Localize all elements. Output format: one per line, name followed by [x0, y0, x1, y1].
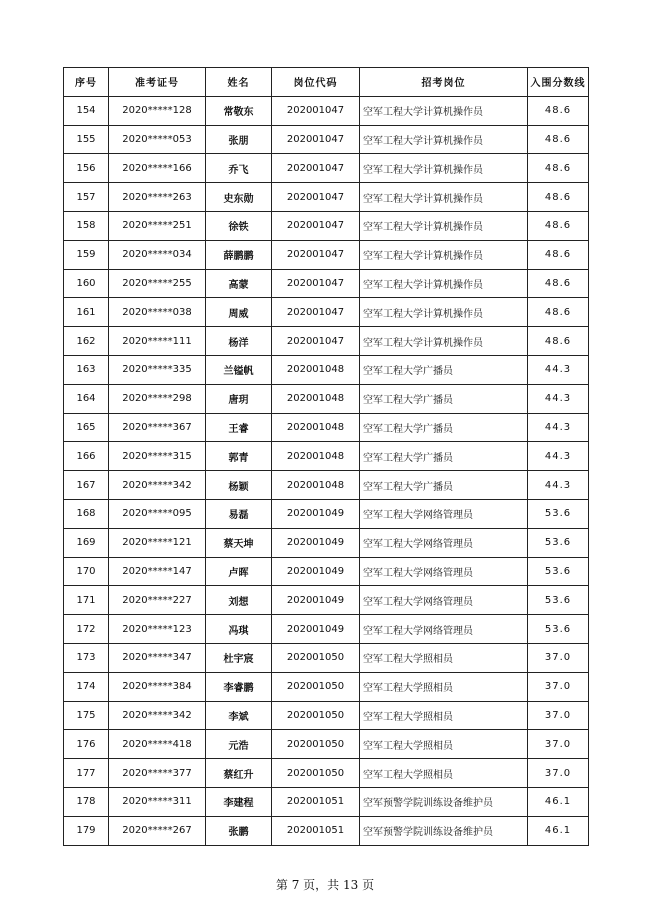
cell-post: 空军工程大学照相员 — [360, 730, 528, 759]
cell-post-code: 202001051 — [272, 787, 360, 816]
cell-exam-id: 2020*****418 — [109, 730, 206, 759]
cell-post-code: 202001047 — [272, 269, 360, 298]
cell-name: 王睿 — [206, 413, 272, 442]
cell-name: 李建程 — [206, 787, 272, 816]
cell-post-code: 202001047 — [272, 183, 360, 212]
cell-serial: 166 — [64, 442, 109, 471]
table-row — [64, 586, 589, 615]
table-row — [64, 240, 589, 269]
cell-post-code: 202001049 — [272, 557, 360, 586]
cell-serial: 154 — [64, 96, 109, 125]
cell-post: 空军工程大学计算机操作员 — [360, 240, 528, 269]
cell-serial: 164 — [64, 384, 109, 413]
table-row — [64, 211, 589, 240]
table-row — [64, 96, 589, 125]
cell-serial: 173 — [64, 643, 109, 672]
cell-post-code: 202001048 — [272, 471, 360, 500]
cell-post: 空军工程大学广播员 — [360, 442, 528, 471]
table-row — [64, 298, 589, 327]
cell-serial: 157 — [64, 183, 109, 212]
cell-post: 空军工程大学计算机操作员 — [360, 154, 528, 183]
cell-post-code: 202001047 — [272, 96, 360, 125]
cell-serial: 159 — [64, 240, 109, 269]
cell-name: 唐玥 — [206, 384, 272, 413]
table-row — [64, 615, 589, 644]
cell-serial: 169 — [64, 528, 109, 557]
table-row — [64, 528, 589, 557]
cell-name: 冯琪 — [206, 615, 272, 644]
results-table — [63, 67, 589, 846]
cell-post: 空军工程大学照相员 — [360, 672, 528, 701]
cell-exam-id: 2020*****342 — [109, 701, 206, 730]
cell-post-code: 202001048 — [272, 355, 360, 384]
cell-score-line: 48.6 — [528, 96, 589, 125]
cell-name: 元浩 — [206, 730, 272, 759]
cell-exam-id: 2020*****347 — [109, 643, 206, 672]
cell-exam-id: 2020*****038 — [109, 298, 206, 327]
cell-post: 空军工程大学照相员 — [360, 759, 528, 788]
cell-score-line: 37.0 — [528, 730, 589, 759]
header-score-line: 入围分数线 — [528, 68, 589, 97]
cell-exam-id: 2020*****111 — [109, 327, 206, 356]
cell-score-line: 53.6 — [528, 528, 589, 557]
cell-serial: 171 — [64, 586, 109, 615]
cell-score-line: 48.6 — [528, 183, 589, 212]
cell-post: 空军工程大学计算机操作员 — [360, 298, 528, 327]
cell-score-line: 48.6 — [528, 327, 589, 356]
cell-score-line: 44.3 — [528, 442, 589, 471]
cell-name: 薛鹏鹏 — [206, 240, 272, 269]
cell-post-code: 202001050 — [272, 701, 360, 730]
cell-post: 空军工程大学广播员 — [360, 355, 528, 384]
table-row — [64, 125, 589, 154]
cell-post-code: 202001047 — [272, 240, 360, 269]
cell-serial: 179 — [64, 816, 109, 845]
cell-name: 蔡天坤 — [206, 528, 272, 557]
cell-score-line: 44.3 — [528, 471, 589, 500]
cell-exam-id: 2020*****095 — [109, 499, 206, 528]
header-post-code: 岗位代码 — [272, 68, 360, 97]
cell-name: 郭青 — [206, 442, 272, 471]
table-row — [64, 154, 589, 183]
cell-post: 空军工程大学网络管理员 — [360, 586, 528, 615]
cell-score-line: 48.6 — [528, 125, 589, 154]
cell-post-code: 202001051 — [272, 816, 360, 845]
cell-post: 空军工程大学广播员 — [360, 471, 528, 500]
cell-exam-id: 2020*****121 — [109, 528, 206, 557]
table-row — [64, 499, 589, 528]
table-row — [64, 183, 589, 212]
cell-score-line: 37.0 — [528, 643, 589, 672]
cell-name: 杨洋 — [206, 327, 272, 356]
cell-exam-id: 2020*****147 — [109, 557, 206, 586]
table-row — [64, 413, 589, 442]
cell-name: 兰镒帆 — [206, 355, 272, 384]
cell-score-line: 48.6 — [528, 298, 589, 327]
cell-score-line: 44.3 — [528, 413, 589, 442]
cell-exam-id: 2020*****311 — [109, 787, 206, 816]
table-row — [64, 730, 589, 759]
cell-score-line: 44.3 — [528, 355, 589, 384]
cell-post: 空军工程大学网络管理员 — [360, 528, 528, 557]
cell-post: 空军工程大学计算机操作员 — [360, 96, 528, 125]
cell-serial: 170 — [64, 557, 109, 586]
cell-score-line: 53.6 — [528, 615, 589, 644]
table-row — [64, 355, 589, 384]
cell-exam-id: 2020*****267 — [109, 816, 206, 845]
cell-post-code: 202001047 — [272, 327, 360, 356]
cell-serial: 162 — [64, 327, 109, 356]
cell-exam-id: 2020*****166 — [109, 154, 206, 183]
cell-serial: 156 — [64, 154, 109, 183]
cell-score-line: 53.6 — [528, 499, 589, 528]
cell-post: 空军工程大学照相员 — [360, 701, 528, 730]
table-body — [64, 96, 589, 845]
cell-name: 李睿鹏 — [206, 672, 272, 701]
cell-exam-id: 2020*****128 — [109, 96, 206, 125]
cell-post: 空军工程大学计算机操作员 — [360, 125, 528, 154]
table-row — [64, 787, 589, 816]
cell-serial: 168 — [64, 499, 109, 528]
cell-post-code: 202001049 — [272, 528, 360, 557]
cell-serial: 167 — [64, 471, 109, 500]
table-row — [64, 471, 589, 500]
cell-exam-id: 2020*****263 — [109, 183, 206, 212]
cell-serial: 176 — [64, 730, 109, 759]
cell-name: 周威 — [206, 298, 272, 327]
table-row — [64, 672, 589, 701]
cell-name: 李斌 — [206, 701, 272, 730]
cell-exam-id: 2020*****335 — [109, 355, 206, 384]
cell-post-code: 202001050 — [272, 643, 360, 672]
cell-score-line: 44.3 — [528, 384, 589, 413]
cell-post: 空军工程大学计算机操作员 — [360, 327, 528, 356]
cell-exam-id: 2020*****315 — [109, 442, 206, 471]
cell-serial: 174 — [64, 672, 109, 701]
cell-post: 空军工程大学计算机操作员 — [360, 269, 528, 298]
table-row — [64, 384, 589, 413]
cell-post-code: 202001050 — [272, 730, 360, 759]
cell-score-line: 37.0 — [528, 759, 589, 788]
cell-exam-id: 2020*****227 — [109, 586, 206, 615]
cell-exam-id: 2020*****377 — [109, 759, 206, 788]
cell-exam-id: 2020*****367 — [109, 413, 206, 442]
cell-serial: 163 — [64, 355, 109, 384]
cell-post-code: 202001048 — [272, 442, 360, 471]
cell-name: 徐铁 — [206, 211, 272, 240]
cell-name: 张朋 — [206, 125, 272, 154]
cell-name: 蔡红升 — [206, 759, 272, 788]
header-name: 姓名 — [206, 68, 272, 97]
cell-name: 史东勋 — [206, 183, 272, 212]
cell-score-line: 53.6 — [528, 586, 589, 615]
cell-serial: 177 — [64, 759, 109, 788]
cell-score-line: 46.1 — [528, 787, 589, 816]
cell-serial: 178 — [64, 787, 109, 816]
cell-post: 空军工程大学照相员 — [360, 643, 528, 672]
cell-post-code: 202001050 — [272, 672, 360, 701]
table-row — [64, 557, 589, 586]
cell-serial: 161 — [64, 298, 109, 327]
cell-post: 空军工程大学广播员 — [360, 413, 528, 442]
cell-post: 空军工程大学计算机操作员 — [360, 211, 528, 240]
cell-post: 空军工程大学网络管理员 — [360, 557, 528, 586]
cell-post-code: 202001048 — [272, 413, 360, 442]
header-post: 招考岗位 — [360, 68, 528, 97]
cell-serial: 155 — [64, 125, 109, 154]
cell-exam-id: 2020*****298 — [109, 384, 206, 413]
cell-name: 高蒙 — [206, 269, 272, 298]
table-row — [64, 327, 589, 356]
cell-serial: 165 — [64, 413, 109, 442]
results-table-wrapper — [63, 67, 588, 846]
cell-exam-id: 2020*****034 — [109, 240, 206, 269]
cell-post-code: 202001047 — [272, 211, 360, 240]
cell-post-code: 202001048 — [272, 384, 360, 413]
table-row — [64, 701, 589, 730]
cell-post-code: 202001049 — [272, 499, 360, 528]
cell-score-line: 48.6 — [528, 240, 589, 269]
cell-post: 空军工程大学广播员 — [360, 384, 528, 413]
cell-score-line: 53.6 — [528, 557, 589, 586]
cell-post-code: 202001047 — [272, 154, 360, 183]
cell-serial: 158 — [64, 211, 109, 240]
cell-name: 卢晖 — [206, 557, 272, 586]
cell-post: 空军预警学院训练设备维护员 — [360, 787, 528, 816]
table-row — [64, 816, 589, 845]
cell-score-line: 46.1 — [528, 816, 589, 845]
cell-exam-id: 2020*****384 — [109, 672, 206, 701]
cell-post-code: 202001047 — [272, 298, 360, 327]
cell-serial: 160 — [64, 269, 109, 298]
cell-post: 空军预警学院训练设备维护员 — [360, 816, 528, 845]
cell-name: 刘想 — [206, 586, 272, 615]
cell-name: 易磊 — [206, 499, 272, 528]
cell-name: 杨颖 — [206, 471, 272, 500]
cell-name: 杜宇宸 — [206, 643, 272, 672]
table-row — [64, 442, 589, 471]
cell-name: 常敬东 — [206, 96, 272, 125]
cell-exam-id: 2020*****255 — [109, 269, 206, 298]
cell-exam-id: 2020*****053 — [109, 125, 206, 154]
table-header-row — [64, 68, 589, 97]
header-serial: 序号 — [64, 68, 109, 97]
cell-post: 空军工程大学计算机操作员 — [360, 183, 528, 212]
cell-exam-id: 2020*****251 — [109, 211, 206, 240]
cell-post: 空军工程大学网络管理员 — [360, 615, 528, 644]
table-row — [64, 269, 589, 298]
cell-post-code: 202001049 — [272, 586, 360, 615]
cell-exam-id: 2020*****342 — [109, 471, 206, 500]
cell-score-line: 37.0 — [528, 701, 589, 730]
cell-score-line: 48.6 — [528, 211, 589, 240]
cell-score-line: 48.6 — [528, 154, 589, 183]
cell-serial: 175 — [64, 701, 109, 730]
page-footer: 第 7 页，共 13 页 — [275, 878, 375, 892]
table-row — [64, 759, 589, 788]
cell-name: 张鹏 — [206, 816, 272, 845]
cell-exam-id: 2020*****123 — [109, 615, 206, 644]
cell-post: 空军工程大学网络管理员 — [360, 499, 528, 528]
cell-post-code: 202001049 — [272, 615, 360, 644]
cell-post-code: 202001050 — [272, 759, 360, 788]
table-row — [64, 643, 589, 672]
cell-name: 乔飞 — [206, 154, 272, 183]
cell-score-line: 37.0 — [528, 672, 589, 701]
header-exam-id: 准考证号 — [109, 68, 206, 97]
cell-score-line: 48.6 — [528, 269, 589, 298]
cell-serial: 172 — [64, 615, 109, 644]
cell-post-code: 202001047 — [272, 125, 360, 154]
